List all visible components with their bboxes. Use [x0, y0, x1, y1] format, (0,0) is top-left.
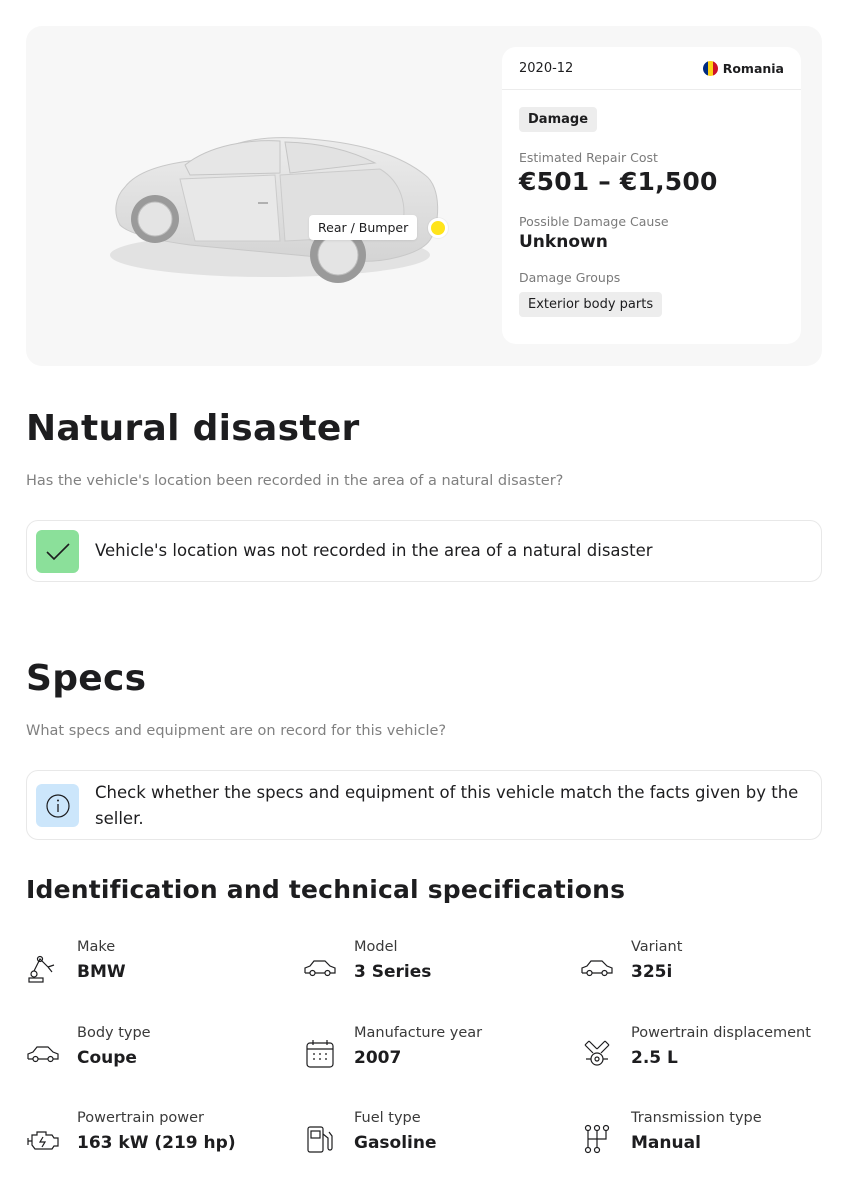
spec-manufacture-year	[303, 1025, 563, 1085]
spec-label: Manufacture year	[354, 1025, 483, 1041]
repair-cost-label: Estimated Repair Cost	[519, 150, 658, 165]
spec-value: Gasoline	[354, 1133, 437, 1153]
specs-subtitle: What specs and equipment are on record for this vehicle?	[26, 723, 447, 739]
spec-transmission-type	[580, 1110, 840, 1170]
robot-arm-icon	[26, 951, 60, 985]
spec-label: Model	[354, 939, 398, 955]
calendar-icon	[303, 1037, 337, 1071]
info-icon	[36, 784, 79, 827]
repair-cost-value: €501 – €1,500	[519, 167, 718, 196]
spec-label: Body type	[77, 1025, 151, 1041]
specs-notice-text: Check whether the specs and equipment of this vehicle match the facts given by the seller.	[95, 783, 799, 828]
damage-cause-value: Unknown	[519, 232, 608, 252]
fuel-pump-icon	[303, 1122, 337, 1156]
spec-powertrain-power	[26, 1110, 286, 1170]
car-icon	[580, 951, 614, 985]
country-name: Romania	[722, 60, 784, 76]
spec-label: Fuel type	[354, 1110, 421, 1126]
car-icon	[303, 951, 337, 985]
spec-label: Variant	[631, 939, 683, 955]
engine-pistons-icon	[580, 1037, 614, 1071]
damage-groups-label: Damage Groups	[519, 270, 621, 285]
damage-type-chip: Damage	[519, 107, 597, 132]
spec-value: 325i	[631, 962, 673, 982]
spec-label: Make	[77, 939, 116, 955]
spec-value: Manual	[631, 1133, 701, 1153]
spec-value: 163 kW (219 hp)	[77, 1133, 236, 1153]
damage-cause-label: Possible Damage Cause	[519, 214, 669, 229]
damage-group-chip: Exterior body parts	[519, 292, 662, 317]
damage-country	[703, 61, 784, 76]
car-icon	[26, 1037, 60, 1071]
spec-value: 3 Series	[354, 962, 432, 982]
damage-date: 2020-12	[519, 60, 574, 76]
spec-model	[303, 939, 563, 999]
spec-value: 2.5 L	[631, 1048, 678, 1068]
natural-disaster-title: Natural disaster	[26, 408, 360, 449]
spec-label: Powertrain power	[77, 1110, 205, 1126]
spec-label: Transmission type	[631, 1110, 762, 1126]
damage-marker[interactable]	[428, 218, 448, 238]
identification-section-title: Identification and technical specifications	[26, 875, 626, 904]
natural-disaster-subtitle: Has the vehicle's location been recorded in the area of a natural disaster?	[26, 473, 564, 489]
engine-icon	[26, 1122, 60, 1156]
romania-flag-icon	[703, 61, 718, 76]
spec-make	[26, 939, 286, 999]
damage-location-tag[interactable]: Rear / Bumper	[309, 215, 417, 240]
gear-shift-icon	[580, 1122, 614, 1156]
specs-title: Specs	[26, 658, 147, 699]
spec-body-type	[26, 1025, 286, 1085]
natural-disaster-notice-text: Vehicle's location was not recorded in the area of a natural disaster	[95, 541, 653, 560]
spec-label: Powertrain displacement	[631, 1025, 811, 1041]
spec-powertrain-displacement	[580, 1025, 840, 1085]
natural-disaster-notice	[26, 520, 822, 582]
car-illustration	[80, 95, 440, 295]
check-icon	[36, 530, 79, 573]
spec-value: 2007	[354, 1048, 402, 1068]
spec-fuel-type	[303, 1110, 563, 1170]
specs-notice	[26, 770, 822, 840]
spec-value: Coupe	[77, 1048, 137, 1068]
damage-info-header	[502, 47, 801, 90]
damage-info-card	[502, 47, 801, 344]
spec-variant	[580, 939, 840, 999]
spec-value: BMW	[77, 962, 126, 982]
